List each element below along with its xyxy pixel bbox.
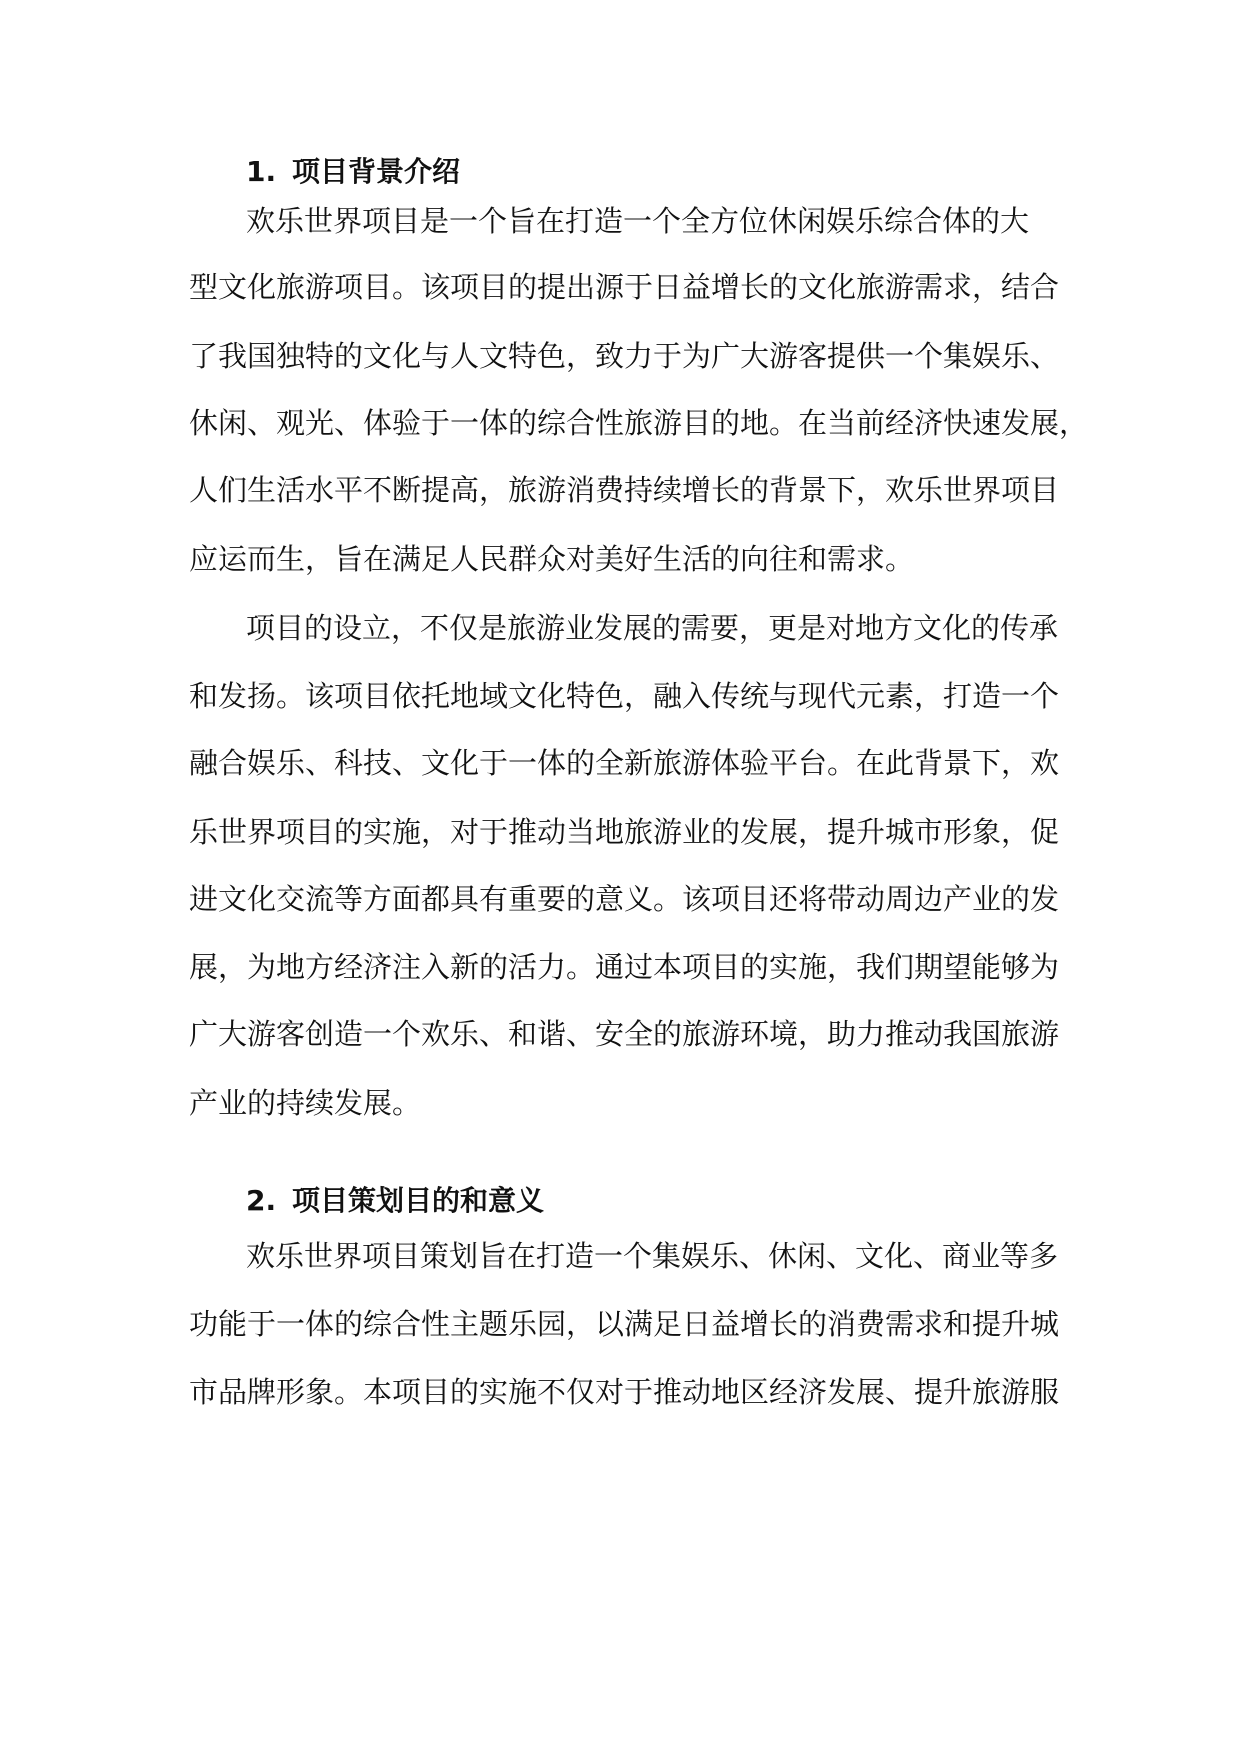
paragraph-line: 型文化旅游项目。该项目的提出源于日益增长的文化旅游需求，结合 bbox=[189, 270, 1060, 304]
paragraph-line: 项目的设立，不仅是旅游业发展的需要，更是对地方文化的传承 bbox=[246, 611, 1059, 645]
section-heading-2 bbox=[246, 1181, 544, 1221]
paragraph-line: 和发扬。该项目依托地域文化特色，融入传统与现代元素，打造一个 bbox=[189, 679, 1060, 713]
section-number: 1. bbox=[246, 155, 277, 188]
paragraph-line: 欢乐世界项目是一个旨在打造一个全方位休闲娱乐综合体的大 bbox=[246, 204, 1030, 238]
paragraph-line: 广大游客创造一个欢乐、和谐、安全的旅游环境，助力推动我国旅游 bbox=[189, 1017, 1060, 1051]
section-number: 2. bbox=[246, 1184, 277, 1217]
section-title: 项目策划目的和意义 bbox=[292, 1184, 545, 1217]
section-heading-1 bbox=[246, 152, 460, 192]
paragraph-line: 进文化交流等方面都具有重要的意义。该项目还将带动周边产业的发 bbox=[189, 882, 1060, 916]
paragraph-line: 休闲、观光、体验于一体的综合性旅游目的地。在当前经济快速发展， bbox=[189, 406, 1089, 440]
paragraph-line: 市品牌形象。本项目的实施不仅对于推动地区经济发展、提升旅游服 bbox=[189, 1375, 1060, 1409]
section-title: 项目背景介绍 bbox=[292, 155, 461, 188]
paragraph-line: 应运而生，旨在满足人民群众对美好生活的向往和需求。 bbox=[189, 542, 915, 576]
paragraph-line: 欢乐世界项目策划旨在打造一个集娱乐、休闲、文化、商业等多 bbox=[246, 1239, 1059, 1273]
paragraph-line: 展，为地方经济注入新的活力。通过本项目的实施，我们期望能够为 bbox=[189, 950, 1060, 984]
paragraph-line: 了我国独特的文化与人文特色，致力于为广大游客提供一个集娱乐、 bbox=[189, 339, 1060, 373]
paragraph-line: 功能于一体的综合性主题乐园，以满足日益增长的消费需求和提升城 bbox=[189, 1307, 1060, 1341]
paragraph-line: 产业的持续发展。 bbox=[189, 1086, 422, 1120]
paragraph-line: 人们生活水平不断提高，旅游消费持续增长的背景下，欢乐世界项目 bbox=[189, 473, 1060, 507]
paragraph-line: 融合娱乐、科技、文化于一体的全新旅游体验平台。在此背景下，欢 bbox=[189, 746, 1060, 780]
paragraph-line: 乐世界项目的实施，对于推动当地旅游业的发展，提升城市形象，促 bbox=[189, 815, 1060, 849]
